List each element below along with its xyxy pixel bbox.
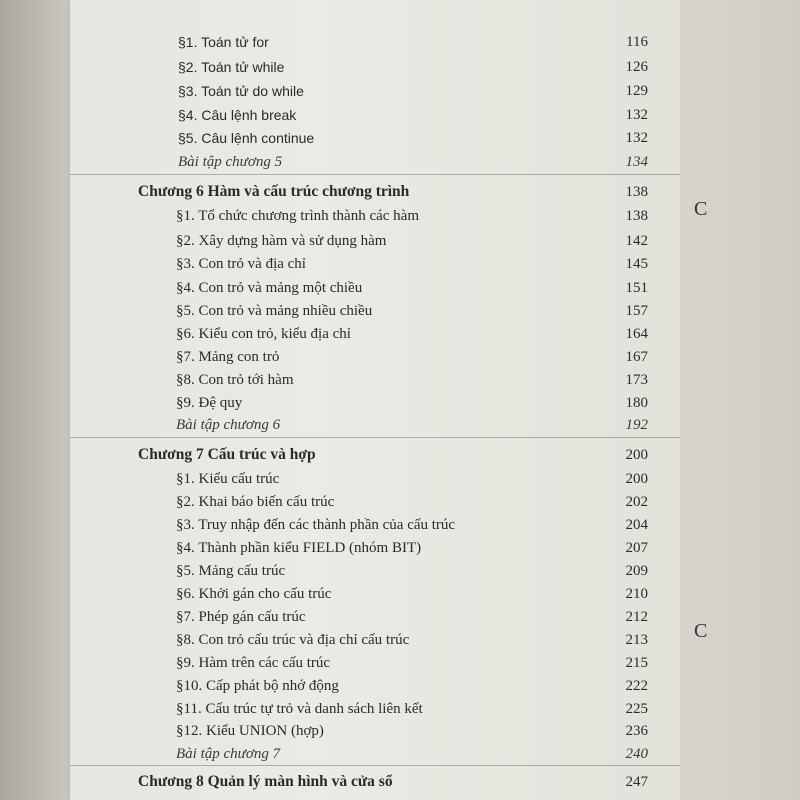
margin-letter: C — [694, 198, 708, 220]
toc-row — [70, 559, 680, 583]
toc-page-number: 151 — [625, 280, 648, 296]
toc-page-number: 126 — [625, 59, 648, 75]
toc-entry-label: §7. Mảng con trỏ — [176, 349, 280, 365]
toc-row — [70, 513, 680, 537]
toc-row — [70, 229, 680, 253]
toc-entry-label: §4. Con trỏ và mảng một chiều — [176, 280, 363, 296]
margin-letter: C — [694, 620, 708, 642]
toc-page-number: 145 — [625, 256, 648, 272]
toc-entry-label: §6. Kiểu con trỏ, kiểu địa chỉ — [176, 326, 351, 342]
toc-page-number: 225 — [625, 701, 648, 717]
toc-entry-label: §1. Toán tử for — [178, 34, 269, 50]
toc-row — [70, 204, 680, 228]
toc-page-number: 240 — [625, 746, 648, 762]
toc-entry-label: §7. Phép gán cấu trúc — [176, 609, 306, 625]
toc-row — [70, 391, 680, 415]
toc-entry-label: §2. Khai báo biến cấu trúc — [176, 494, 335, 510]
toc-page-number: 202 — [625, 494, 648, 510]
toc-row — [70, 345, 680, 369]
toc-page-number: 142 — [625, 233, 648, 249]
toc-exercise-label: Bài tập chương 5 — [178, 154, 283, 170]
toc-row — [70, 368, 680, 392]
toc-page-number: 215 — [625, 655, 648, 671]
toc-entry-label: §5. Mảng cấu trúc — [176, 563, 286, 579]
toc-entry-label: §8. Con trỏ tới hàm — [176, 372, 294, 388]
toc-page-number: 138 — [625, 184, 648, 200]
toc-entry-label: §5. Câu lệnh continue — [178, 130, 315, 146]
toc-row — [70, 413, 680, 437]
toc-entry-label: §3. Toán tử do while — [178, 83, 304, 99]
toc-entry-label: §12. Kiểu UNION (hợp) — [176, 723, 324, 739]
toc-row — [70, 150, 680, 174]
toc-page-number: 192 — [625, 417, 648, 433]
divider — [70, 174, 680, 175]
toc-row — [70, 467, 680, 491]
table-of-contents — [70, 0, 680, 800]
toc-page-number: 204 — [625, 517, 648, 533]
toc-entry-label: §4. Thành phần kiểu FIELD (nhóm BIT) — [176, 540, 422, 556]
toc-chapter-row — [70, 770, 680, 794]
toc-page-number: 157 — [625, 303, 648, 319]
toc-entry-label: §9. Đệ quy — [176, 395, 243, 411]
toc-entry-label: §6. Khởi gán cho cấu trúc — [176, 586, 332, 602]
toc-entry-label: §11. Cấu trúc tự trỏ và danh sách liên kết — [176, 701, 423, 717]
toc-entry-label: §9. Hàm trên các cấu trúc — [176, 655, 331, 671]
toc-page-number: 167 — [625, 349, 648, 365]
toc-chapter-row — [70, 180, 680, 204]
toc-chapter-title: Chương 8 Quản lý màn hình và cửa sổ — [138, 773, 393, 790]
toc-page-number: 207 — [625, 540, 648, 556]
toc-row — [70, 276, 680, 300]
toc-entry-label: §2. Toán tử while — [178, 59, 285, 75]
toc-entry-label: §8. Con trỏ cấu trúc và địa chỉ cấu trúc — [176, 632, 410, 648]
toc-entry-label: §2. Xây dựng hàm và sử dụng hàm — [176, 233, 387, 249]
toc-page-number: 236 — [625, 723, 648, 739]
next-page-edge — [680, 0, 800, 800]
toc-chapter-title: Chương 7 Cấu trúc và hợp — [138, 446, 316, 463]
toc-chapter-row — [70, 443, 680, 467]
toc-entry-label: §3. Truy nhập đến các thành phần của cấu trúc — [176, 517, 456, 533]
toc-row — [70, 126, 680, 150]
toc-row — [70, 490, 680, 514]
toc-chapter-title: Chương 6 Hàm và cấu trúc chương trình — [138, 183, 410, 200]
left-shadow — [0, 0, 70, 800]
toc-row — [70, 299, 680, 323]
book-page — [70, 0, 680, 800]
toc-page-number: 116 — [626, 34, 648, 50]
toc-row — [70, 674, 680, 698]
toc-page-number: 129 — [625, 83, 648, 99]
toc-row — [70, 582, 680, 606]
toc-page-number: 200 — [625, 447, 648, 463]
toc-row — [70, 55, 680, 79]
toc-page-number: 222 — [625, 678, 648, 694]
toc-page-number: 210 — [625, 586, 648, 602]
divider — [70, 765, 680, 766]
toc-row — [70, 605, 680, 629]
toc-row — [70, 536, 680, 560]
toc-row — [70, 628, 680, 652]
toc-entry-label: §1. Tổ chức chương trình thành các hàm — [176, 208, 420, 224]
toc-row — [70, 79, 680, 103]
toc-entry-label: §3. Con trỏ và địa chỉ — [176, 256, 306, 272]
toc-entry-label: §10. Cấp phát bộ nhớ động — [176, 678, 339, 694]
toc-page-number: 180 — [625, 395, 648, 411]
toc-entry-label: §4. Câu lệnh break — [178, 107, 297, 123]
toc-row — [70, 651, 680, 675]
toc-page-number: 213 — [625, 632, 648, 648]
toc-page-number: 132 — [625, 107, 648, 123]
toc-page-number: 134 — [625, 154, 648, 170]
toc-page-number: 200 — [625, 471, 648, 487]
divider — [70, 437, 680, 438]
toc-row — [70, 697, 680, 721]
toc-row — [70, 252, 680, 276]
toc-page-number: 212 — [625, 609, 648, 625]
toc-page-number: 132 — [625, 130, 648, 146]
toc-exercise-label: Bài tập chương 6 — [176, 417, 281, 433]
toc-page-number: 138 — [625, 208, 648, 224]
toc-row — [70, 103, 680, 127]
toc-exercise-label: Bài tập chương 7 — [176, 746, 281, 762]
toc-row — [70, 30, 680, 54]
toc-row — [70, 742, 680, 766]
toc-page-number: 173 — [625, 372, 648, 388]
toc-entry-label: §1. Kiểu cấu trúc — [176, 471, 280, 487]
toc-row — [70, 719, 680, 743]
toc-row — [70, 322, 680, 346]
toc-entry-label: §5. Con trỏ và mảng nhiều chiều — [176, 303, 373, 319]
toc-page-number: 209 — [625, 563, 648, 579]
toc-page-number: 247 — [625, 774, 648, 790]
toc-page-number: 164 — [625, 326, 648, 342]
